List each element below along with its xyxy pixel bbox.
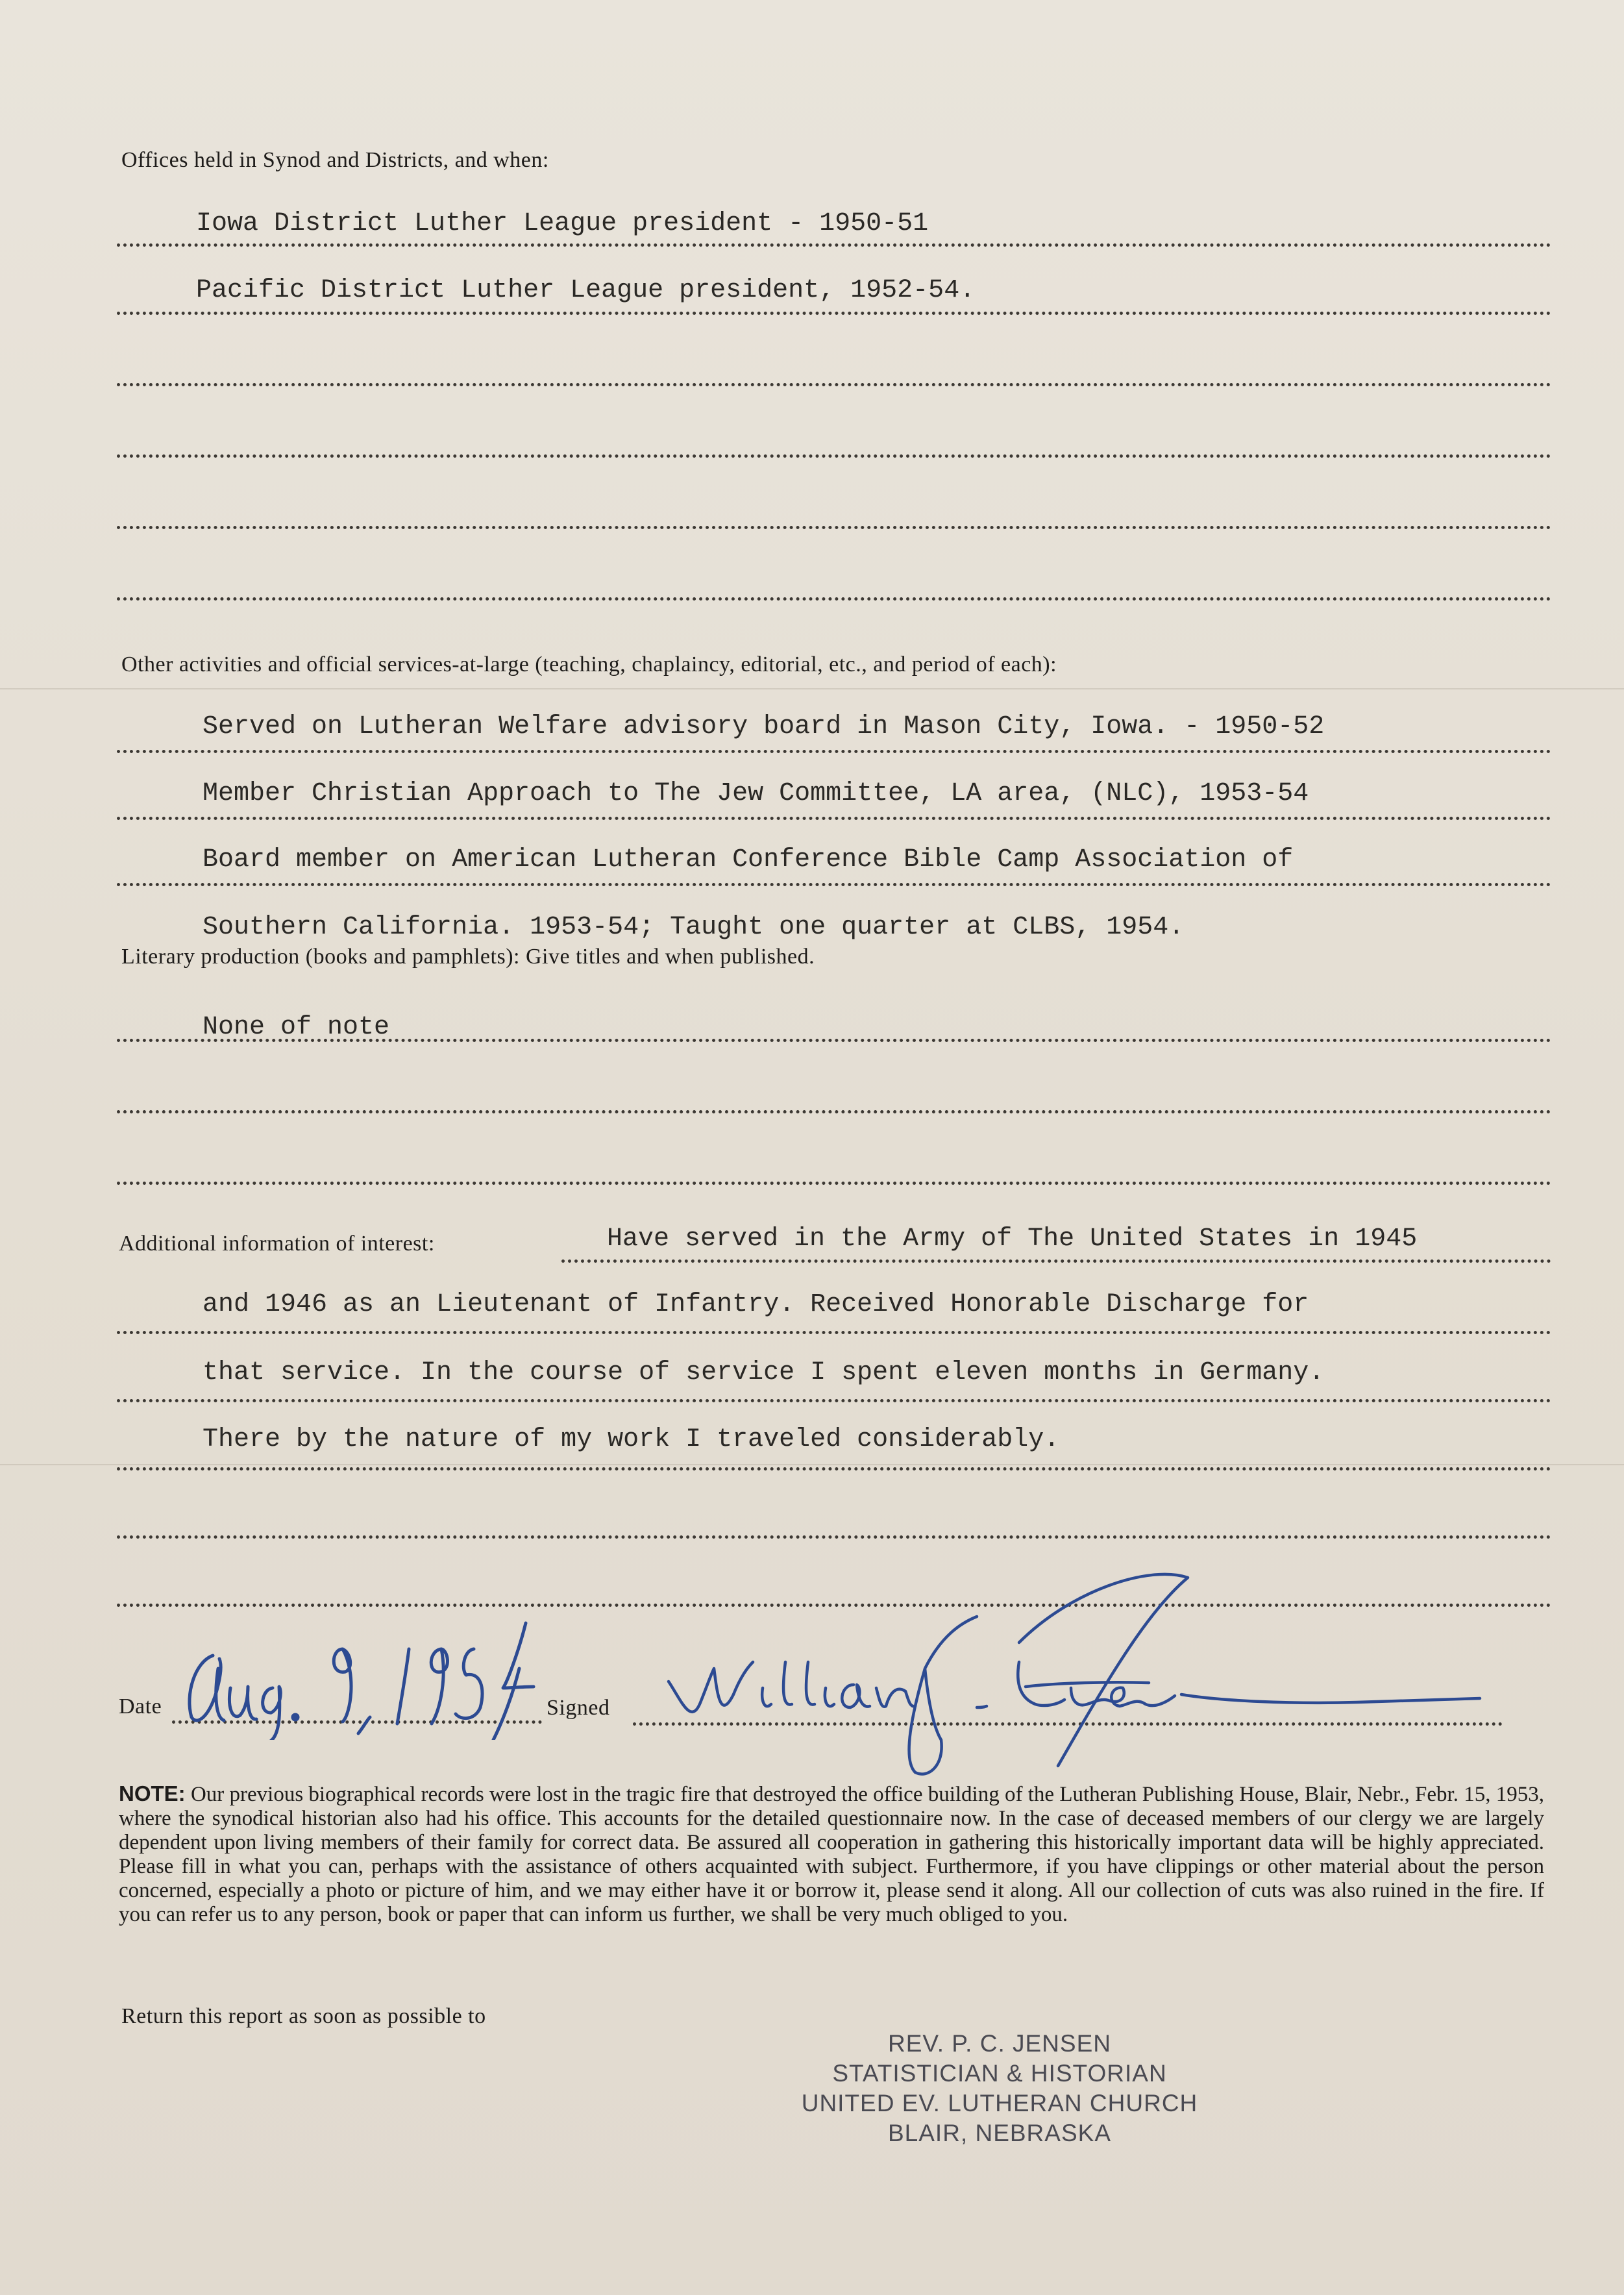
literary-entry: None of note xyxy=(203,1013,390,1042)
offices-label: Offices held in Synod and Districts, and when: xyxy=(121,148,549,172)
offices-line xyxy=(117,558,1551,601)
additional-entry: and 1946 as an Lieutenant of Infantry. Received Honorable Discharge for xyxy=(203,1290,1309,1319)
handwritten-date xyxy=(175,1610,591,1740)
additional-entry: that service. In the course of service I spent eleven months in Germany. xyxy=(203,1358,1325,1387)
offices-line xyxy=(117,416,1551,458)
literary-line xyxy=(117,1071,1551,1113)
additional-label: Additional information of interest: xyxy=(119,1232,435,1256)
note-prefix: NOTE: xyxy=(119,1781,186,1805)
note-paragraph xyxy=(119,1781,1544,1927)
return-label: Return this report as soon as possible to xyxy=(121,2004,486,2028)
activities-entry: Served on Lutheran Welfare advisory board in Mason City, Iowa. - 1950-52 xyxy=(203,712,1325,741)
activities-entry: Southern California. 1953-54; Taught one quarter at CLBS, 1954. xyxy=(203,913,1185,942)
additional-line xyxy=(117,1496,1551,1539)
handwritten-signature xyxy=(656,1571,1493,1805)
offices-entry: Iowa District Luther League president - 1950-51 xyxy=(196,209,929,238)
paper-fold xyxy=(0,688,1624,689)
offices-line xyxy=(117,487,1551,529)
activities-entry: Member Christian Approach to The Jew Committee, LA area, (NLC), 1953-54 xyxy=(203,779,1309,808)
signed-label: Signed xyxy=(547,1696,610,1720)
additional-entry: There by the nature of my work I traveled considerably. xyxy=(203,1425,1060,1454)
additional-entry: Have served in the Army of The United States in 1945 xyxy=(607,1224,1418,1254)
date-label: Date xyxy=(119,1694,162,1718)
note-text: Our previous biographical records were lost in the tragic fire that destroyed the office building of the Lutheran Publishing House, Blair, Nebr., Febr. 15, 1953, where the synodical historian also had his office. This accounts for the detailed questionnaire now. In the case of deceased members of our clergy we are largely dependent upon living members of their family for correct data. Be assured all cooperation in gathering this historically important data will be highly appreciated. Please fill in what you can, perhaps with the assistance of others acquainted with subject. Furthermore, if you have clippings or other material about the person concerned, especially a photo or picture of him, and we may either have it or borrow it, please send it along. All our collection of cuts was also ruined in the fire. If you can refer us to any person, book or paper that can inform us further, we shall be very much obliged to you. xyxy=(119,1783,1544,1926)
literary-line xyxy=(117,1143,1551,1185)
activities-label: Other activities and official services-at-large (teaching, chaplaincy, editorial, etc., and period of each): xyxy=(121,652,1057,676)
literary-label: Literary production (books and pamphlets): Give titles and when published. xyxy=(121,945,815,969)
stamp-line: REV. P. C. JENSEN xyxy=(888,2030,1111,2057)
offices-line xyxy=(117,344,1551,386)
stamp-line: BLAIR, NEBRASKA xyxy=(887,2120,1111,2146)
address-stamp xyxy=(798,2029,1201,2148)
activities-entry: Board member on American Lutheran Conference Bible Camp Association of xyxy=(203,845,1294,875)
offices-entry: Pacific District Luther League president, 1952-54. xyxy=(196,276,976,305)
stamp-line: UNITED EV. LUTHERAN CHURCH xyxy=(801,2090,1198,2116)
stamp-line: STATISTICIAN & HISTORIAN xyxy=(832,2060,1167,2087)
